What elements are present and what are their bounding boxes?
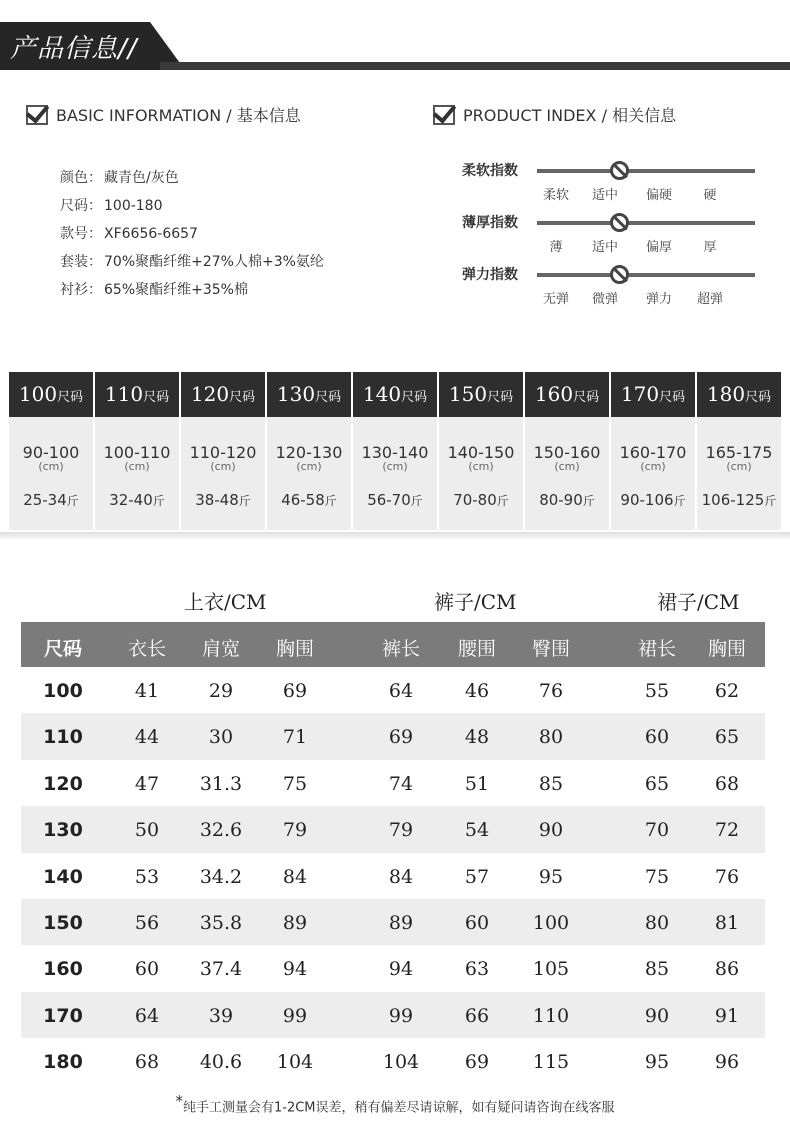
table-row [21,945,765,991]
table-cell: 56 [134,911,160,934]
table-cell: 84 [282,865,308,888]
size-card-unit: 尺码 [401,390,428,405]
size-card-height: 160-170 [619,443,687,462]
table-cell: 90 [538,819,564,842]
size-card-size: 150 [448,382,488,406]
index-scale-label: 弹力指数 [462,267,518,283]
table-cell: 68 [134,1051,160,1074]
table-row [21,667,765,713]
table-row [21,853,765,899]
size-card-unit: 尺码 [143,390,170,405]
size-card-header [525,372,609,417]
index-scale-option: 偏厚 [645,240,672,255]
size-card-header [611,372,695,417]
size-card-unit: 尺码 [745,390,772,405]
index-scale-option: 超弹 [696,292,723,307]
size-card-unit: 尺码 [229,390,256,405]
table-cell: 105 [532,958,570,981]
size-card-jin: 斤 [496,494,509,508]
index-marker-icon [610,265,629,284]
size-card-weight: 106-125 [701,491,765,509]
size-card-cm: (cm) [554,460,580,473]
size-card-weight-line [95,491,179,509]
size-card-jin: 斤 [410,494,423,508]
table-cell: 160 [43,958,83,981]
basic-info-list [60,164,324,304]
size-card [9,372,93,530]
size-card-weight-line [611,491,695,509]
basic-info-value: 藏青色/灰色 [104,170,179,186]
note-star: * [175,1092,183,1110]
size-card-size: 110 [104,382,144,406]
group-title-pants: 裤子/CM [434,590,517,614]
column-header: 裤长 [381,638,421,660]
table-cell: 95 [538,865,564,888]
index-scale-row [462,212,762,256]
table-cell: 47 [134,772,160,795]
table-cell: 60 [644,726,670,749]
table-cell: 53 [134,865,160,888]
table-cell: 94 [388,958,414,981]
table-cell: 34.2 [199,865,243,888]
size-card-jin: 斤 [764,494,777,508]
size-card-unit: 尺码 [659,390,686,405]
table-cell: 54 [464,819,490,842]
size-card-unit: 尺码 [487,390,514,405]
table-cell: 115 [532,1051,570,1074]
group-title-skirt: 裙子/CM [657,590,740,614]
checkmark-icon [26,105,48,125]
size-card-height: 140-150 [447,443,515,462]
size-card-size: 180 [706,382,746,406]
table-row [21,1038,765,1084]
table-cell: 72 [714,819,740,842]
size-card-weight-line [439,491,523,509]
table-cell: 100 [43,680,83,702]
size-card-jin: 斤 [238,494,251,508]
size-card-size: 100 [18,382,58,406]
table-cell: 91 [714,1004,740,1027]
table-cell: 57 [464,865,490,888]
table-cell: 85 [538,772,564,795]
size-card [525,372,609,530]
table-cell: 65 [714,726,740,749]
table-cell: 68 [714,772,740,795]
size-card-weight-line [697,491,781,509]
table-cell: 130 [43,819,83,842]
table-cell: 70 [644,819,670,842]
table-cell: 94 [282,958,308,981]
size-card [267,372,351,530]
size-card-size: 130 [276,382,316,406]
index-marker-icon [610,161,629,180]
basic-info-value: 65%聚酯纤维+35%棉 [104,282,248,298]
size-card-weight: 80-90 [539,491,583,509]
table-cell: 60 [134,958,160,981]
size-table [21,622,765,1085]
size-card-jin: 斤 [324,494,337,508]
table-cell: 51 [464,772,490,795]
size-card-weight: 90-106 [620,491,674,509]
table-cell: 80 [538,726,564,749]
table-cell: 110 [43,726,83,749]
table-cell: 120 [43,772,83,795]
table-row [21,899,765,945]
table-row [21,713,765,759]
table-cell: 104 [382,1051,420,1074]
size-card-size: 140 [362,382,402,406]
size-card-jin: 斤 [582,494,595,508]
column-header: 肩宽 [201,638,241,660]
size-card [697,372,781,530]
table-cell: 29 [208,680,234,702]
table-cell: 80 [644,911,670,934]
index-scale-option: 厚 [703,240,717,255]
table-cell: 40.6 [199,1051,243,1074]
table-cell: 104 [276,1051,314,1074]
size-card [95,372,179,530]
note-text: 纯手工测量会有1-2CM误差，稍有偏差尽请谅解，如有疑问请咨询在线客服 [182,1100,615,1116]
index-scale-option: 微弹 [591,292,618,307]
cards-shadow [0,532,790,540]
size-card [611,372,695,530]
size-card-header [267,372,351,417]
table-cell: 95 [644,1051,670,1074]
basic-info-key: 套装： [60,254,102,270]
size-card-weight: 25-34 [23,491,67,509]
size-card-jin: 斤 [673,494,686,508]
size-card-height: 100-110 [103,443,171,462]
size-card-cm: (cm) [38,460,64,473]
table-cell: 63 [464,958,490,981]
table-cell: 75 [282,772,308,795]
table-cell: 75 [644,865,670,888]
size-card-height: 150-160 [533,443,601,462]
basic-info-value: 100-180 [104,198,163,214]
size-card-weight: 38-48 [195,491,239,509]
table-cell: 69 [464,1051,490,1074]
size-card-weight-line [267,491,351,509]
table-cell: 65 [644,772,670,795]
column-header: 胸围 [707,638,747,660]
basic-info-row [60,248,324,276]
table-cell: 37.4 [199,958,243,981]
size-card-cm: (cm) [640,460,666,473]
table-cell: 71 [282,726,308,749]
table-cell: 86 [714,958,740,981]
size-card-cm: (cm) [210,460,236,473]
table-cell: 64 [388,680,414,702]
index-scale-option: 弹力 [645,292,672,307]
size-card-header [439,372,523,417]
table-cell: 90 [644,1004,670,1027]
index-scale-option: 薄 [549,240,563,255]
table-cell: 84 [388,865,414,888]
size-card-weight: 46-58 [281,491,325,509]
table-cell: 69 [388,726,414,749]
basic-info-title: BASIC INFORMATION / 基本信息 [56,106,301,125]
index-scale-option: 硬 [703,188,717,203]
table-cell: 30 [208,726,234,749]
index-scale-row [462,160,762,204]
index-marker-icon [610,213,629,232]
table-row [21,806,765,852]
table-cell: 96 [714,1051,740,1074]
table-cell: 79 [388,819,414,842]
size-card-cm: (cm) [382,460,408,473]
header-banner [0,22,790,70]
table-cell: 180 [43,1051,83,1074]
basic-info-key: 款号： [60,226,102,242]
size-card-size: 120 [190,382,230,406]
measurement-note [0,1092,790,1115]
table-cell: 89 [388,911,414,934]
size-table-header [21,622,765,667]
index-scale-label: 薄厚指数 [462,215,518,231]
size-card-height: 130-140 [361,443,429,462]
size-card-cm: (cm) [468,460,494,473]
banner-rule [160,62,790,70]
index-scale-row [462,264,762,308]
size-card-jin: 斤 [66,494,79,508]
table-cell: 76 [538,680,564,702]
table-cell: 79 [282,819,308,842]
table-cell: 46 [464,680,490,702]
size-card [181,372,265,530]
table-cell: 32.6 [199,819,243,842]
table-cell: 60 [464,911,490,934]
table-cell: 41 [134,680,160,702]
basic-info-key: 颜色： [60,170,102,186]
size-card [439,372,523,530]
page-title: 产品信息// [10,34,138,64]
size-card-unit: 尺码 [57,390,84,405]
size-card-height: 120-130 [275,443,343,462]
table-cell: 39 [208,1004,234,1027]
column-header: 裙长 [637,638,677,660]
group-title-top: 上衣/CM [184,590,267,614]
table-cell: 76 [714,865,740,888]
product-index-title: PRODUCT INDEX / 相关信息 [463,106,677,125]
size-card-weight: 70-80 [453,491,497,509]
table-cell: 31.3 [199,772,243,795]
table-cell: 170 [43,1004,83,1027]
table-cell: 66 [464,1004,490,1027]
size-card-cm: (cm) [124,460,150,473]
table-cell: 44 [134,726,160,749]
index-scale-track [537,169,755,173]
basic-info-row [60,192,324,220]
size-card-height: 110-120 [189,443,257,462]
size-card-weight-line [181,491,265,509]
table-cell: 64 [134,1004,160,1027]
index-scale-option: 偏硬 [645,188,672,203]
table-cell: 48 [464,726,490,749]
index-scale-track [537,273,755,277]
basic-info-row [60,220,324,248]
column-header: 腰围 [457,638,497,660]
index-scale-option: 柔软 [542,188,569,203]
table-cell: 99 [282,1004,308,1027]
index-scale-track [537,221,755,225]
size-card-header [697,372,781,417]
size-card-size: 160 [534,382,574,406]
basic-info-row [60,164,324,192]
index-scale-option: 适中 [591,188,618,203]
basic-info-key: 尺码： [60,198,102,214]
table-cell: 35.8 [199,911,243,934]
size-card-weight-line [525,491,609,509]
table-cell: 150 [43,911,83,934]
basic-info-heading [26,103,301,126]
size-card-weight: 56-70 [367,491,411,509]
basic-info-value: 70%聚酯纤维+27%人棉+3%氨纶 [104,254,324,270]
size-card-height: 165-175 [705,443,773,462]
table-cell: 55 [644,680,670,702]
size-cards [9,372,781,530]
size-card-header [95,372,179,417]
column-header: 臀围 [531,638,571,660]
size-card-size: 170 [620,382,660,406]
size-card-header [353,372,437,417]
size-card-unit: 尺码 [315,390,342,405]
table-cell: 85 [644,958,670,981]
index-scale-option: 适中 [591,240,618,255]
table-cell: 100 [532,911,570,934]
size-card-cm: (cm) [296,460,322,473]
size-card-header [181,372,265,417]
table-cell: 99 [388,1004,414,1027]
size-card-unit: 尺码 [573,390,600,405]
table-cell: 140 [43,865,83,888]
size-card-header [9,372,93,417]
size-card-jin: 斤 [152,494,165,508]
table-row [21,760,765,806]
table-cell: 50 [134,819,160,842]
size-card-weight: 32-40 [109,491,153,509]
table-cell: 62 [714,680,740,702]
basic-info-row [60,276,324,304]
table-cell: 110 [532,1004,570,1027]
column-header: 衣长 [127,638,167,660]
size-card-weight-line [353,491,437,509]
column-header: 胸围 [275,638,315,660]
size-card-cm: (cm) [726,460,752,473]
column-header: 尺码 [43,638,83,660]
size-card [353,372,437,530]
product-index-heading [433,103,676,126]
checkmark-icon [433,105,455,125]
size-card-height: 90-100 [22,443,80,462]
table-cell: 74 [388,772,414,795]
table-cell: 81 [714,911,740,934]
table-cell: 89 [282,911,308,934]
index-scale-label: 柔软指数 [462,163,518,179]
table-row [21,992,765,1038]
size-card-weight-line [9,491,93,509]
index-scale-option: 无弹 [542,292,569,307]
table-cell: 69 [282,680,308,702]
basic-info-value: XF6656-6657 [104,226,198,242]
basic-info-key: 衬衫： [60,282,102,298]
